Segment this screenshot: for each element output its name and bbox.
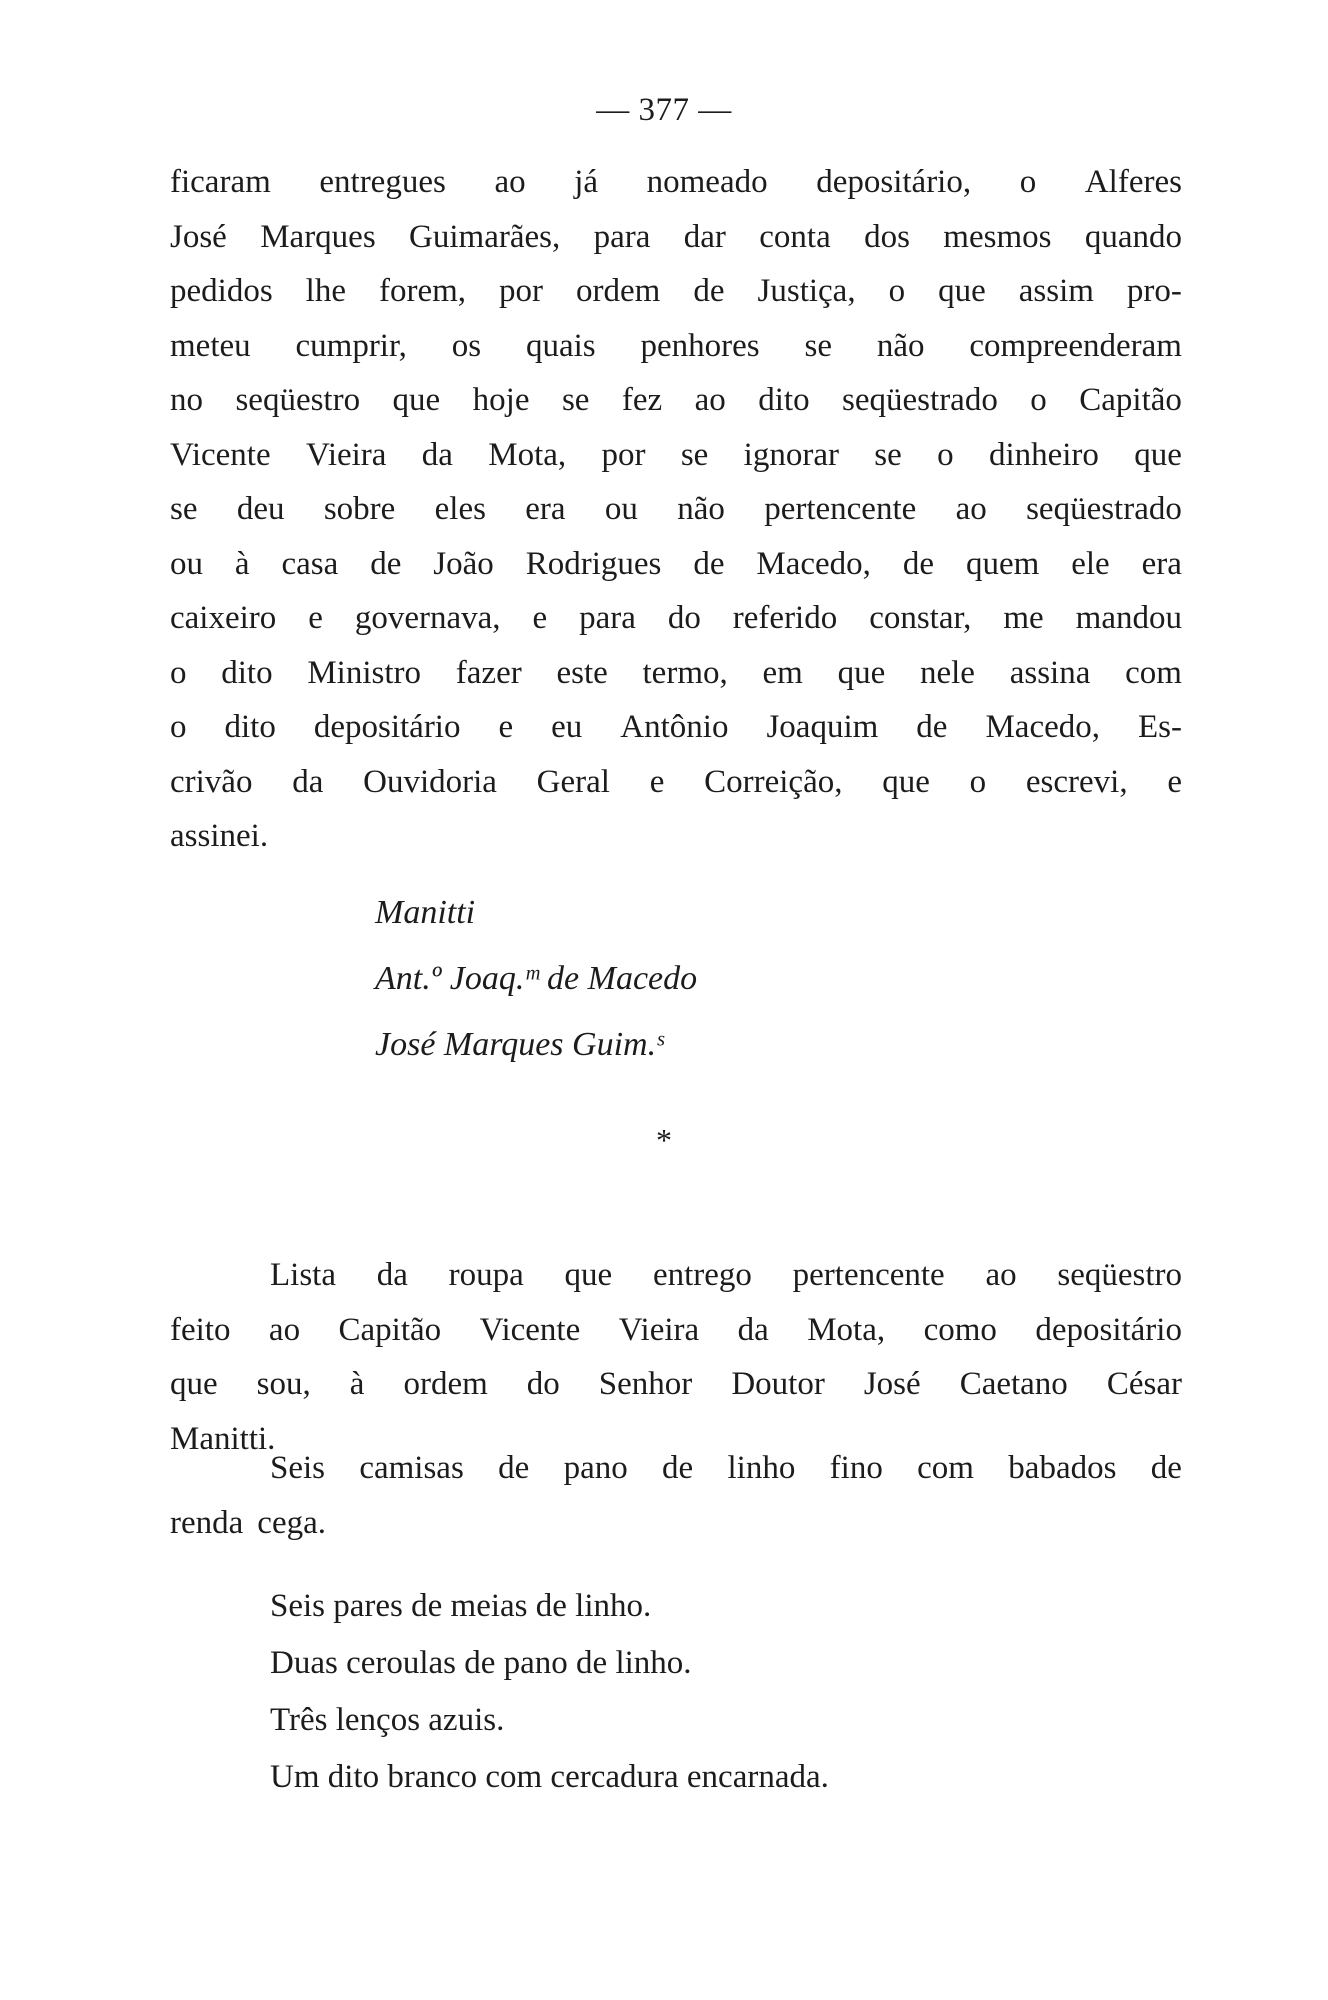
text-line: José Marques Guimarães, para dar conta dos mesmos quando: [170, 218, 1182, 255]
signature-line: Manitti: [375, 894, 476, 931]
text-line: se deu sobre eles era ou não pertencente ao seqüestrado: [170, 491, 1182, 527]
text-line: que sou, à ordem do Senhor Doutor José Caetano César: [170, 1366, 1182, 1402]
text-line: o dito depositário e eu Antônio Joaquim de Macedo, Es-: [170, 709, 1182, 745]
text-line: o dito Ministro fazer este termo, em que nele assina com: [170, 654, 1182, 691]
text-line: Seis camisas de pano de linho fino com babados de: [270, 1450, 1182, 1486]
text-line: no seqüestro que hoje se fez ao dito seqüestrado o Capitão: [170, 382, 1182, 418]
text-line: meteu cumprir, os quais penhores se não compreenderam: [170, 327, 1182, 364]
list-item: Duas ceroulas de pano de linho.: [270, 1645, 692, 1681]
text-line: crivão da Ouvidoria Geral e Correição, que o escrevi, e: [170, 763, 1182, 800]
section-separator: *: [656, 1122, 672, 1158]
list-item: Seis pares de meias de linho.: [270, 1588, 652, 1624]
text-line: Lista da roupa que entrego pertencente ao seqüestro: [270, 1257, 1182, 1293]
text-line: caixeiro e governava, e para do referido constar, me mandou: [170, 600, 1182, 636]
paragraph-clothing-first-item: [170, 1441, 1182, 1550]
clothing-item-list: [270, 1578, 829, 1806]
text-line: renda cega.: [170, 1504, 326, 1541]
text-line: assinei.: [170, 818, 269, 854]
signature-line: Ant.º Joaq.ᵐ de Macedo: [375, 960, 698, 997]
text-line: ou à casa de João Rodrigues de Macedo, de quem ele era: [170, 545, 1182, 582]
text-line: Vicente Vieira da Mota, por se ignorar se o dinheiro que: [170, 436, 1182, 473]
text-line: Manitti.: [170, 1420, 276, 1457]
signature-line: José Marques Guim.ˢ: [375, 1026, 664, 1063]
text-line: pedidos lhe forem, por ordem de Justiça, o que assim pro-: [170, 273, 1182, 309]
paragraph-seizure-term: [170, 155, 1182, 864]
paragraph-clothing-list-intro: [170, 1248, 1182, 1466]
signature-block: [375, 880, 697, 1078]
page-number: — 377 —: [596, 92, 732, 128]
list-item: Três lenços azuis.: [270, 1702, 505, 1738]
text-line: feito ao Capitão Vicente Vieira da Mota, como depositário: [170, 1311, 1182, 1348]
text-line: ficaram entregues ao já nomeado depositário, o Alferes: [170, 164, 1182, 200]
list-item: Um dito branco com cercadura encarnada.: [270, 1759, 829, 1795]
